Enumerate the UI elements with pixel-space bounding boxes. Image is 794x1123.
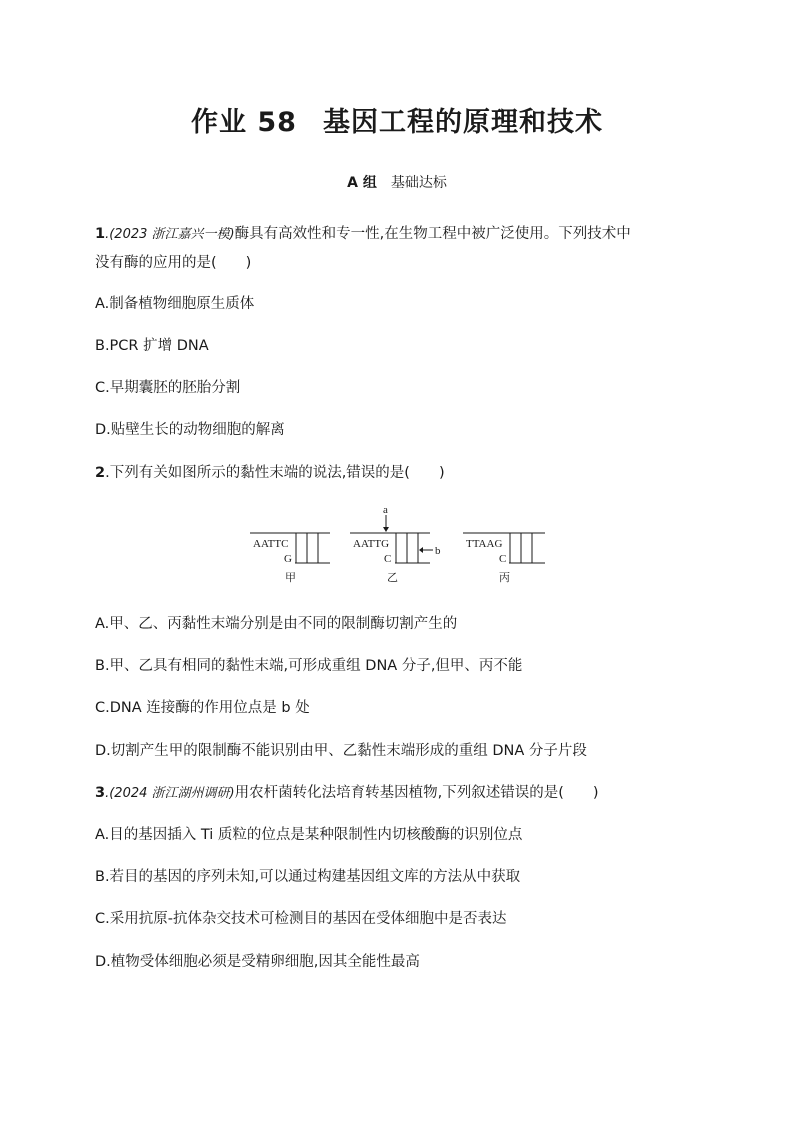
q3-source: .(2024 浙江湖州调研) [105, 786, 235, 801]
fragment-bing [463, 533, 545, 584]
sticky-ends-diagram [245, 505, 555, 587]
q1-stem-line1 [95, 224, 631, 245]
arrow-a-label: a [383, 505, 388, 516]
q2-number: 2 [95, 465, 106, 481]
q1-option-c: C.早期囊胚的胚胎分割 [95, 380, 241, 396]
arrow-a-head [383, 527, 389, 532]
page-title [0, 100, 794, 139]
bing-label: 丙 [499, 572, 510, 584]
q1-option-a: A.制备植物细胞原生质体 [95, 296, 255, 312]
q1-option-d: D.贴壁生长的动物细胞的解离 [95, 422, 285, 438]
q2-stem [95, 463, 445, 483]
q3-stem [95, 783, 599, 804]
q2-stem-text: .下列有关如图所示的黏性末端的说法,错误的是( ) [105, 465, 445, 481]
q2-option-d: D.切割产生甲的限制酶不能识别由甲、乙黏性末端形成的重组 DNA 分子片段 [95, 743, 587, 759]
q3-option-b: B.若目的基因的序列未知,可以通过构建基因组文库的方法从中获取 [95, 869, 521, 885]
yi-label: 乙 [387, 572, 398, 584]
q1-option-b: B.PCR 扩增 DNA [95, 338, 209, 354]
arrow-b-label: b [435, 545, 441, 557]
fragment-yi [350, 505, 441, 584]
title-number: 作业 58 [191, 107, 297, 138]
q1-stem-text1: 酶具有高效性和专一性,在生物工程中被广泛使用。下列技术中 [234, 226, 631, 242]
jia-label: 甲 [285, 572, 296, 584]
yi-bottom-base: C [384, 553, 392, 565]
bing-top-sequence: TTAAG [466, 538, 503, 550]
q3-option-c: C.采用抗原-抗体杂交技术可检测目的基因在受体细胞中是否表达 [95, 911, 507, 927]
q2-option-a: A.甲、乙、丙黏性末端分别是由不同的限制酶切割产生的 [95, 616, 458, 632]
section-subtitle [0, 172, 794, 192]
q1-source: .(2023 浙江嘉兴一模) [105, 227, 235, 242]
q1-stem-line2: 没有酶的应用的是( ) [95, 255, 252, 271]
q1-number: 1 [95, 226, 106, 242]
jia-bottom-base: G [284, 553, 292, 565]
q3-option-d: D.植物受体细胞必须是受精卵细胞,因其全能性最高 [95, 954, 420, 970]
fragment-jia [250, 533, 330, 584]
q2-option-c: C.DNA 连接酶的作用位点是 b 处 [95, 700, 310, 716]
group-label: A 组 [347, 175, 377, 191]
jia-top-sequence: AATTC [253, 538, 289, 550]
q3-option-a: A.目的基因插入 Ti 质粒的位点是某种限制性内切核酸酶的识别位点 [95, 827, 523, 843]
group-name: 基础达标 [390, 175, 447, 191]
bing-bottom-base: C [499, 553, 507, 565]
q3-number: 3 [95, 785, 106, 801]
q2-option-b: B.甲、乙具有相同的黏性末端,可形成重组 DNA 分子,但甲、丙不能 [95, 658, 523, 674]
yi-top-sequence: AATTG [353, 538, 390, 550]
title-topic: 基因工程的原理和技术 [322, 107, 603, 138]
q3-stem-text: 用农杆菌转化法培育转基因植物,下列叙述错误的是( ) [234, 785, 599, 801]
arrow-b-head [419, 547, 423, 553]
